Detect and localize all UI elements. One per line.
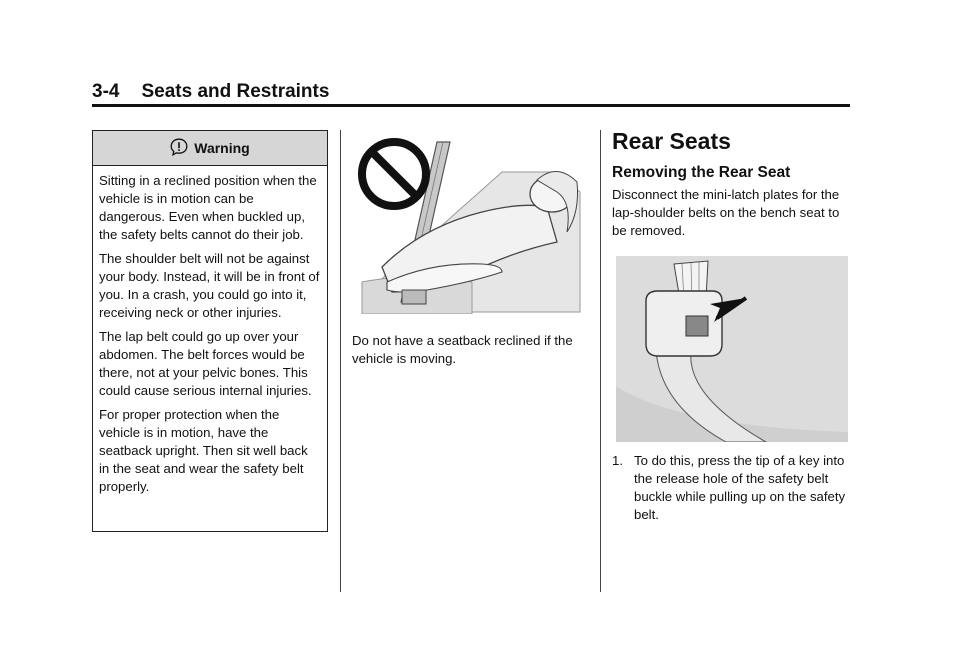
subsection-heading: Removing the Rear Seat: [612, 164, 791, 181]
warning-paragraph: The shoulder belt will not be against your body. Instead, it will be in front of you. In a crash, you could go into it, receiving neck or other injuries.: [99, 251, 320, 320]
step-number: 1.: [612, 453, 623, 468]
warning-box: [92, 130, 328, 532]
warning-paragraph: The lap belt could go up over your abdomen. The belt forces would be there, not at your pelvic bones. This could cause serious internal injuries.: [99, 329, 312, 398]
illustration-caption: Do not have a seatback reclined if the vehicle is moving.: [352, 333, 573, 366]
header-rule: [92, 104, 850, 107]
page-number: 3-4: [92, 81, 120, 102]
column-divider-right: [600, 130, 601, 592]
reclined-seat-illustration: [352, 132, 582, 319]
warning-paragraph: Sitting in a reclined position when the vehicle is in motion can be dangerous. Even when buckled up, the safety belts cannot do their job.: [99, 173, 317, 242]
warning-header: [93, 131, 327, 166]
column-divider-left: [340, 130, 341, 592]
step-text: To do this, press the tip of a key into the release hole of the safety belt buckle while pulling up on the safety belt.: [634, 453, 846, 522]
page-header: [92, 80, 850, 104]
warning-title: Warning: [194, 140, 250, 156]
warning-icon: [170, 138, 188, 159]
step-item: [612, 452, 850, 524]
intro-paragraph: Disconnect the mini-latch plates for the lap-shoulder belts on the bench seat to be removed.: [612, 187, 840, 238]
section-title: Seats and Restraints: [141, 81, 330, 102]
warning-paragraph: For proper protection when the vehicle is in motion, have the seatback upright. Then sit well back in the seat and wear the safety belt properly.: [99, 407, 308, 494]
header-title: [92, 80, 850, 104]
buckle-release-illustration: [616, 256, 848, 447]
warning-body: [93, 166, 327, 496]
section-heading: Rear Seats: [612, 128, 731, 154]
